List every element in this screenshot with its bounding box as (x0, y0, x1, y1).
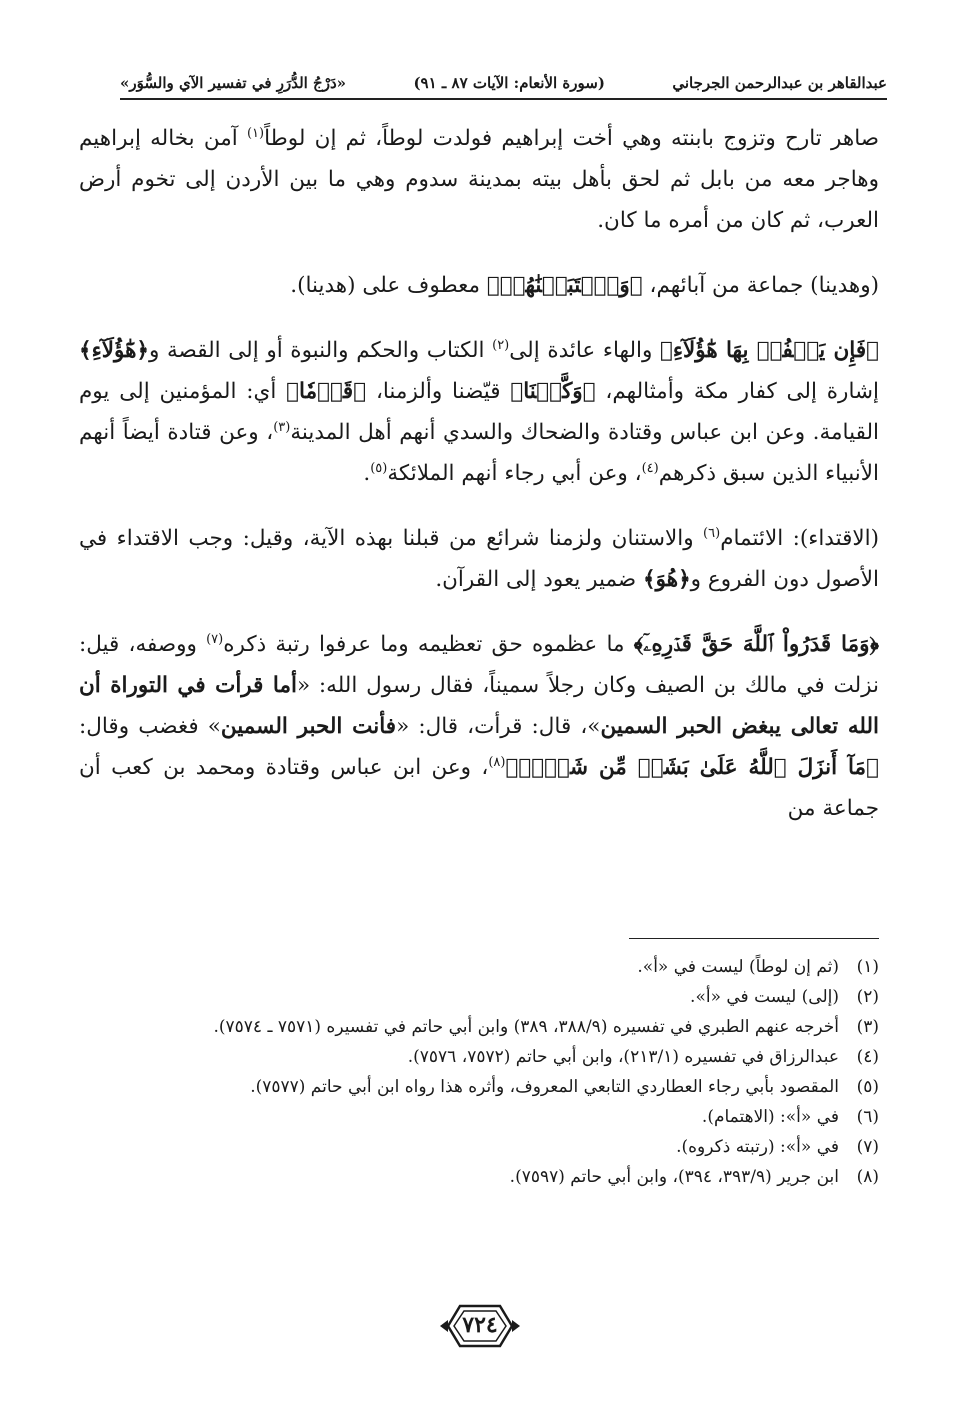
footnote-number: (٧) (856, 1137, 879, 1157)
paragraph-1 (79, 118, 879, 241)
footnote-ref: (٤) (641, 460, 659, 476)
footnote-divider (629, 938, 879, 939)
footnote-ref: (٧) (206, 631, 224, 647)
text-run: قيّضنا وألزمنا، (366, 379, 511, 404)
footnote-text: عبدالرزاق في تفسيره (٢١٣/١)، وابن أبي حاتم (٧٥٧٢، ٧٥٧٦). (407, 1047, 839, 1067)
footnote-ref: (٦) (703, 525, 721, 541)
text-run: ووصفه، قيل: نزلت في مالك بن الصيف وكان رجلاً سميناً، فقال رسول الله: « (79, 632, 879, 698)
footnote-ref: (٥) (370, 460, 388, 476)
quran-quote: ﴿هُوَ﴾ (643, 567, 691, 592)
footnote-ref: (٨) (488, 754, 506, 770)
text-run: ، وعن قتادة أيضاً أنهم الأنبياء الذين سبق ذكرهم (79, 420, 879, 486)
header-author: عبدالقاهر بن عبدالرحمن الجرجاني (672, 74, 887, 92)
header-surah: (سورة الأنعام: الآيات ٨٧ ـ ٩١) (413, 74, 605, 92)
footnote-text: المقصود بأبي رجاء العطاردي التابعي المعروف، وأثره هذا رواه ابن أبي حاتم (٧٥٧٧). (250, 1077, 839, 1097)
footnote-number: (٣) (856, 1017, 879, 1037)
quran-quote: ﴿قَوۡمٗا﴾ (286, 379, 367, 404)
text-run: ، وعن ابن عباس وقتادة ومحمد بن كعب أن جماعة من (79, 755, 879, 821)
footnote-text: في «أ»: (الاهتمام). (701, 1107, 839, 1127)
quran-quote: ﴿مَآ أَنزَلَ ٱللَّهُ عَلَىٰ بَشَرٖ مِّن شَيۡءٖ﴾ (505, 755, 879, 780)
footnote-text: ابن جرير (٣٩٣/٩، ٣٩٤)، وابن أبي حاتم (٧٥٩٧). (509, 1167, 839, 1187)
header-book-title: «دَرْجُ الدُّرَرِ في تفسير الآي والسُّوَر» (120, 74, 347, 92)
text-run: (وهدينا) جماعة من آبائهم، (642, 273, 879, 298)
page-number-ornament (438, 1300, 522, 1352)
footnote-text: أخرجه عنهم الطبري في تفسيره (٣٨٨/٩، ٣٨٩) وابن أبي حاتم في تفسيره (٧٥٧١ ـ ٧٥٧٤). (213, 1017, 839, 1037)
paragraph-5 (79, 624, 879, 829)
footnote-text: (ثم إن لوطاً) ليست في «أ». (637, 957, 839, 977)
footnote-number: (٦) (856, 1107, 879, 1127)
text-run: أي: المؤمنين إلى يوم القيامة. وعن ابن عباس وقتادة والضحاك والسدي أنهم أهل المدينة (79, 379, 879, 445)
text-run: ، وعن أبي رجاء أنهم الملائكة (387, 461, 642, 486)
footnote-number: (٢) (856, 987, 879, 1007)
text-run: والهاء عائدة إلى (509, 338, 660, 363)
text-run: والاستنان ولزمنا شرائع من قبلنا بهذه الآية، وقيل: وجب الاقتداء في الأصول دون الفروع و (79, 526, 879, 592)
footnote-text: (إلى) ليست في «أ». (690, 987, 839, 1007)
footnote (79, 1132, 879, 1162)
footnote (79, 1042, 879, 1072)
quran-quote: ﴿هَٰٓؤُلَآءِ﴾ (79, 338, 150, 363)
hadith-quote: فأنت الحبر السمين (220, 714, 397, 739)
footnote (79, 1162, 879, 1192)
page-number: ٧٢٤ (462, 1312, 498, 1338)
quran-quote: ﴿فَإِن يَكۡفُرۡ بِهَا هَٰٓؤُلَآءِ﴾ (660, 338, 880, 363)
paragraph-2 (79, 265, 879, 306)
text-run: معطوف على (هدينا). (290, 273, 487, 298)
footnote (79, 1012, 879, 1042)
footnote-number: (٤) (856, 1047, 879, 1067)
footnote-ref: (٢) (492, 337, 510, 353)
footnote-number: (٥) (856, 1077, 879, 1097)
footnotes (79, 952, 879, 1192)
text-run: ما عظموه حق تعظيمه وما عرفوا رتبة ذكره (223, 632, 634, 657)
footnote (79, 1072, 879, 1102)
text-run: »، قال: قرأت، قال: « (396, 714, 601, 739)
footnote (79, 1102, 879, 1132)
running-header (120, 58, 887, 100)
text-run: ضمير يعود إلى القرآن. (435, 567, 644, 592)
paragraph-4 (79, 518, 879, 600)
text-run: » فغضب وقال: (79, 714, 221, 739)
text-run: . (363, 461, 371, 486)
text-run: آمن بخاله إبراهيم وهاجر معه من بابل ثم لحق بأهل بيته بمدينة سدوم وهي ما بين الأردن إلى تخوم أرض العرب، ثم كان من أمره ما كان. (79, 126, 879, 233)
text-run: (الاقتداء): الائتمام (720, 526, 879, 551)
footnote-number: (١) (856, 957, 879, 977)
hadith-quote: أما قرأت في التوراة أن الله تعالى يبغض الحبر السمين (79, 673, 879, 739)
main-text (79, 118, 879, 853)
quran-quote: ﴿وَمَا قَدَرُواْ ٱللَّهَ حَقَّ قَدۡرِهِۦٓ﴾ (633, 632, 880, 657)
footnote-ref: (٣) (273, 419, 291, 435)
quran-quote: ﴿وَٱجۡتَبَيۡنَٰهُمۡ﴾ (486, 273, 643, 298)
text-run: إشارة إلى كفار مكة وأمثالهم، (595, 379, 879, 404)
text-run: الكتاب والحكم والنبوة أو إلى القصة و (149, 338, 493, 363)
footnote (79, 952, 879, 982)
footnote-number: (٨) (856, 1167, 879, 1187)
text-run: صاهر تارح وتزوج بابنته وهي أخت إبراهيم فولدت لوطاً، ثم إن لوطاً (264, 126, 879, 151)
footnote-text: في «أ»: (رتبته ذكروه). (676, 1137, 839, 1157)
paragraph-3 (79, 330, 879, 494)
footnote-ref: (١) (246, 125, 265, 141)
footnote (79, 982, 879, 1012)
quran-quote: ﴿وَكَّلۡنَا﴾ (510, 379, 596, 404)
